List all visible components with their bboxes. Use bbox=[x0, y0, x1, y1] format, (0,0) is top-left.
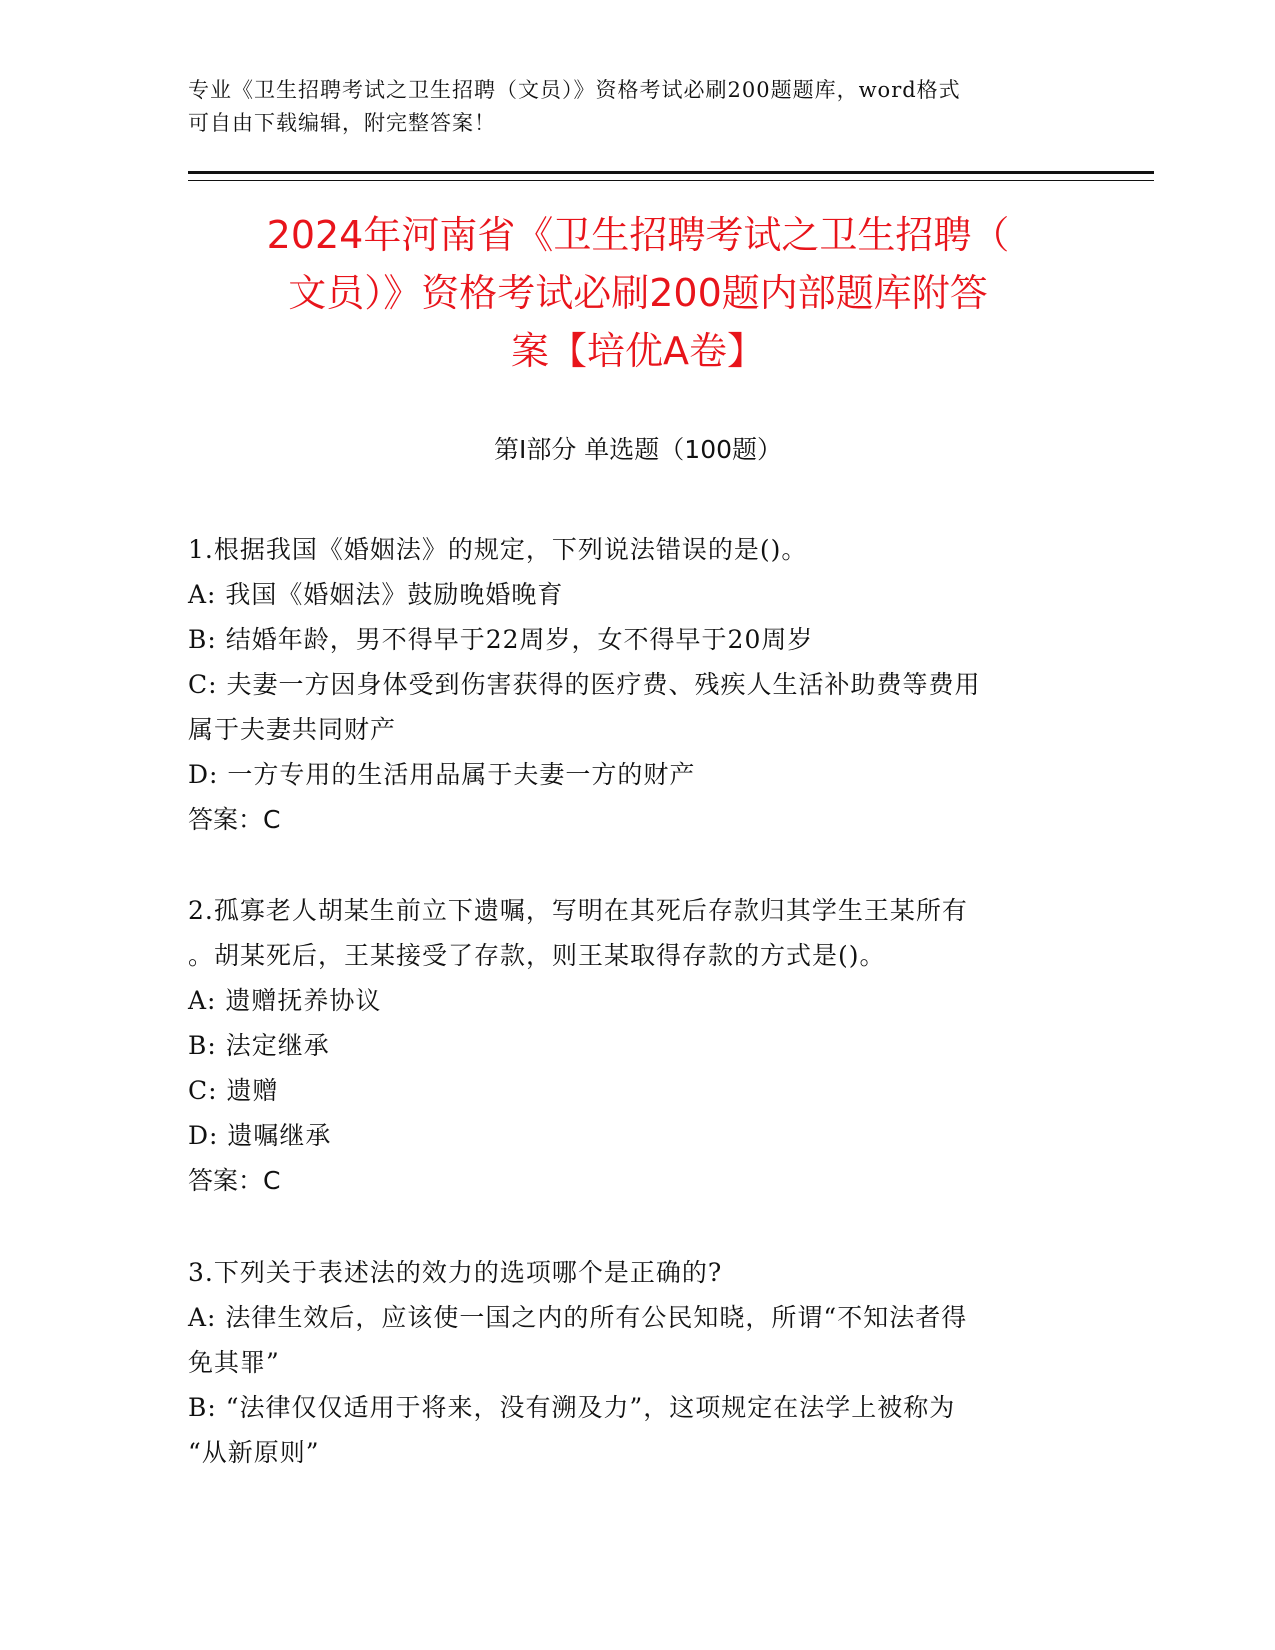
option-a: A: 遗赠抚养协议 bbox=[188, 986, 382, 1015]
question-stem: 1.根据我国《婚姻法》的规定，下列说法错误的是()。 bbox=[188, 535, 808, 564]
title-line: 文员）》资格考试必刷200题内部题库附答 bbox=[288, 271, 988, 315]
option-b-continued: “从新原则” bbox=[188, 1438, 320, 1467]
header-note-line: 可自由下载编辑，附完整答案！ bbox=[188, 111, 496, 135]
option-b: B: “法律仅仅适用于将来，没有溯及力”，这项规定在法学上被称为 bbox=[188, 1393, 956, 1422]
header-note bbox=[188, 74, 1088, 140]
question-3 bbox=[188, 1250, 1088, 1475]
question-stem-continued: 。胡某死后，王某接受了存款，则王某取得存款的方式是()。 bbox=[188, 941, 886, 970]
option-b: B: 法定继承 bbox=[188, 1031, 330, 1060]
header-divider-thick bbox=[188, 171, 1154, 174]
option-a: A: 法律生效后，应该使一国之内的所有公民知晓，所谓“不知法者得 bbox=[188, 1303, 968, 1332]
answer-text: 答案：C bbox=[188, 805, 281, 834]
document-title bbox=[188, 206, 1088, 380]
option-a: A: 我国《婚姻法》鼓励晚婚晚育 bbox=[188, 580, 564, 609]
header-note-line: 专业《卫生招聘考试之卫生招聘（文员）》资格考试必刷200题题库，word格式 bbox=[188, 78, 961, 102]
option-a-continued: 免其罪” bbox=[188, 1348, 280, 1377]
option-c: C: 遗赠 bbox=[188, 1076, 279, 1105]
option-c-continued: 属于夫妻共同财产 bbox=[188, 715, 397, 744]
title-line: 案【培优A卷】 bbox=[511, 329, 765, 373]
option-d: D: 遗嘱继承 bbox=[188, 1121, 332, 1150]
question-2 bbox=[188, 888, 1088, 1203]
section-heading: 第I部分 单选题（100题） bbox=[493, 435, 783, 464]
option-c: C: 夫妻一方因身体受到伤害获得的医疗费、残疾人生活补助费等费用 bbox=[188, 670, 981, 699]
answer-text: 答案：C bbox=[188, 1166, 281, 1195]
question-stem: 2.孤寡老人胡某生前立下遗嘱，写明在其死后存款归其学生王某所有 bbox=[188, 896, 968, 925]
title-line: 2024年河南省《卫生招聘考试之卫生招聘（ bbox=[266, 213, 1010, 257]
question-1 bbox=[188, 527, 1088, 842]
header-divider-thin bbox=[188, 180, 1154, 181]
option-d: D: 一方专用的生活用品属于夫妻一方的财产 bbox=[188, 760, 696, 789]
option-b: B: 结婚年龄，男不得早于22周岁，女不得早于20周岁 bbox=[188, 625, 814, 654]
question-stem: 3.下列关于表述法的效力的选项哪个是正确的? bbox=[188, 1258, 723, 1287]
